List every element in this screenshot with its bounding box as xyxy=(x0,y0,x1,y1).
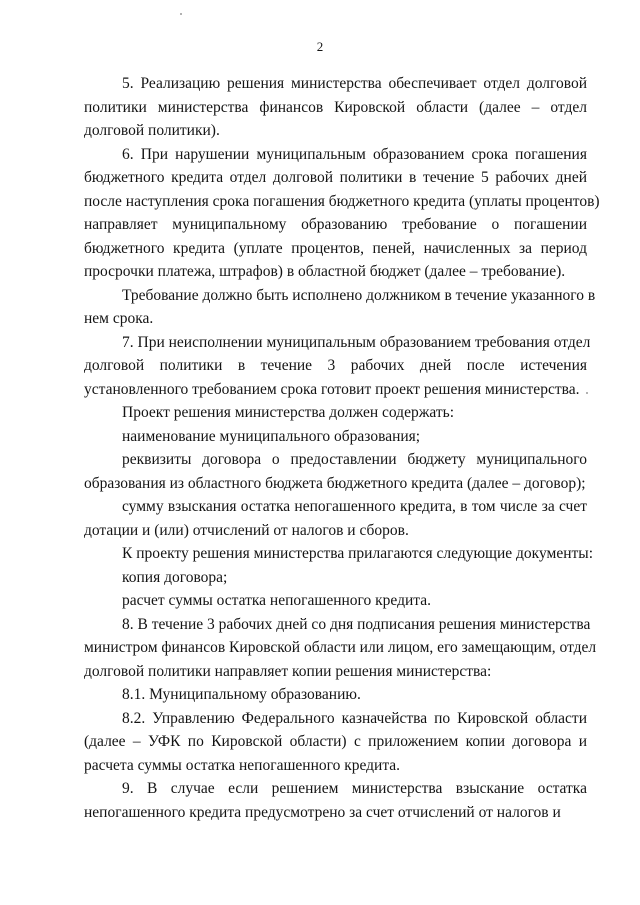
text-line: Проект решения министерства должен содержать: xyxy=(122,404,455,421)
text-line: 7. При неисполнении муниципальным образованием требования отдел xyxy=(122,333,591,351)
text-line: (далее – УФК по Кировской области) с приложением копии договора и xyxy=(84,733,587,750)
scan-speck-top xyxy=(180,13,182,15)
paragraph xyxy=(84,707,587,778)
document-body xyxy=(84,72,600,824)
paragraph xyxy=(84,448,587,495)
text-line: расчета суммы остатка непогашенного кредита. xyxy=(84,756,401,774)
text-line: копия договора; xyxy=(122,568,228,586)
text-line: 8.1. Муниципальному образованию. xyxy=(122,686,361,703)
text-line: наименование муниципального образования; xyxy=(122,427,421,445)
text-line: бюджетного кредита отдел долговой политики в течение 5 рабочих дней xyxy=(84,169,587,186)
text-line: реквизиты договора о предоставлении бюджету муниципального xyxy=(122,451,587,468)
paragraph xyxy=(84,777,587,824)
text-line: политики министерства финансов Кировской области (далее – отдел xyxy=(84,98,587,116)
text-line: сумму взыскания остатка непогашенного кредита, в том числе за счет xyxy=(122,498,587,515)
text-line: Требование должно быть исполнено должником в течение указанного в xyxy=(122,286,596,304)
text-line: долговой политики направляет копии решения министерства: xyxy=(84,662,492,680)
paragraph xyxy=(84,589,587,613)
paragraph xyxy=(84,72,587,143)
text-line: дотации и (или) отчислений от налогов и сборов. xyxy=(84,521,409,539)
text-line: бюджетного кредита (уплате процентов, пеней, начисленных за период xyxy=(84,239,587,257)
text-line: министром финансов Кировской области или лицом, его замещающим, отдел xyxy=(84,639,597,656)
paragraph xyxy=(84,613,597,684)
text-line: направляет муниципальному образованию требование о погашении xyxy=(84,216,587,233)
text-line: 8.2. Управлению Федерального казначейства по Кировской области xyxy=(122,709,587,727)
paragraph xyxy=(84,542,594,566)
text-line: непогашенного кредита предусмотрено за счет отчислений от налогов и xyxy=(84,803,561,821)
text-line: установленного требованием срока готовит проект решения министерства. xyxy=(84,380,580,398)
text-line: долговой политики в течение 3 рабочих дней после истечения xyxy=(84,357,587,374)
text-line: нем срока. xyxy=(84,310,154,327)
paragraph xyxy=(84,566,587,590)
text-line: после наступления срока погашения бюджетного кредита (уплаты процентов) xyxy=(84,192,600,210)
paragraph xyxy=(84,401,587,425)
text-line: просрочки платежа, штрафов) в областной бюджет (далее – требование). xyxy=(84,263,566,280)
paragraph xyxy=(84,143,600,284)
paragraph xyxy=(84,425,587,449)
text-line: расчет суммы остатка непогашенного кредита. xyxy=(122,592,431,609)
text-line: 6. При нарушении муниципальным образованием срока погашения xyxy=(122,145,587,163)
text-line: долговой политики). xyxy=(84,122,220,139)
text-line: 9. В случае если решением министерства взыскание остатка xyxy=(122,780,587,797)
paragraph xyxy=(84,331,591,402)
text-line: К проекту решения министерства прилагаются следующие документы: xyxy=(122,545,594,562)
text-line: 5. Реализацию решения министерства обеспечивает отдел долговой xyxy=(122,75,587,92)
text-line: образования из областного бюджета бюджетного кредита (далее – договор); xyxy=(84,474,586,492)
page-number: 2 xyxy=(316,39,324,54)
paragraph xyxy=(84,495,587,542)
paragraph xyxy=(84,683,587,707)
text-line: 8. В течение 3 рабочих дней со дня подписания решения министерства xyxy=(122,615,591,633)
paragraph xyxy=(84,284,596,331)
